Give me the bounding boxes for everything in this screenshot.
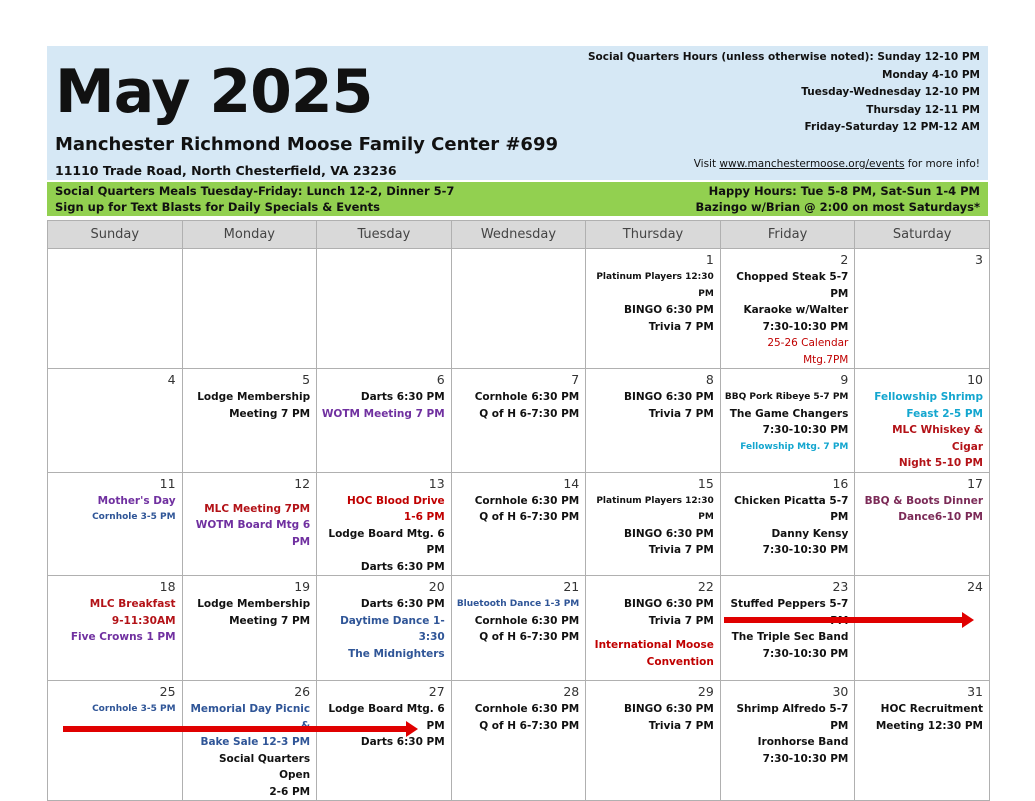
weekday-friday: Friday: [720, 221, 855, 249]
weekday-monday: Monday: [182, 221, 317, 249]
event-memorial-day-picnic: Memorial Day Picnic: [190, 703, 311, 715]
day-number: 9: [840, 372, 849, 387]
happy-hours-note: Happy Hours: Tue 5-8 PM, Sat-Sun 1-4 PM: [708, 184, 980, 198]
event-q-of-h: Q of H 6-7:30 PM: [479, 511, 580, 523]
visit-note: [694, 158, 980, 170]
event-trivia: Trivia 7 PM: [648, 544, 714, 556]
event-darts: Darts 6:30 PM: [360, 598, 445, 610]
day-cell-27: [317, 681, 452, 801]
info-banner: [47, 182, 988, 216]
visit-suffix: for more info!: [904, 158, 980, 170]
spacer: [187, 493, 311, 501]
event-time: 1-6 PM: [403, 511, 445, 523]
calendar-header: [47, 46, 988, 180]
event-hoc-recruitment: HOC Recruitment: [880, 703, 983, 715]
event-q-of-h: Q of H 6-7:30 PM: [479, 631, 580, 643]
weekday-tuesday: Tuesday: [317, 221, 452, 249]
day-number: 28: [563, 684, 580, 699]
event-shrimp-alfredo: Shrimp Alfredo 5-7 PM: [736, 703, 849, 732]
event-bingo: BINGO 6:30 PM: [623, 304, 714, 316]
day-cell-8: [586, 369, 721, 473]
event-daytime-dance: Daytime Dance 1-3:30: [340, 614, 445, 643]
event-time: Night 5-10 PM: [898, 457, 983, 469]
day-cell-2: [720, 249, 855, 369]
day-number: 25: [159, 684, 176, 699]
day-cell-25: [48, 681, 183, 801]
event-danny-kensy: Danny Kensy: [771, 527, 849, 540]
event-lodge-board: Lodge Board Mtg. 6 PM: [328, 703, 445, 732]
day-number: 8: [705, 372, 714, 387]
empty-day-cell: [48, 249, 183, 369]
event-time: Meeting 7 PM: [229, 407, 311, 420]
event-convention: Convention: [646, 655, 714, 668]
week-row: [48, 576, 990, 681]
day-cell-9: [720, 369, 855, 473]
event-triple-sec-band: The Triple Sec Band: [731, 631, 849, 643]
event-cornhole: Cornhole 6:30 PM: [474, 614, 580, 627]
event-bingo: BINGO 6:30 PM: [623, 391, 714, 403]
day-number: 27: [428, 684, 445, 699]
bazingo-note: Bazingo w/Brian @ 2:00 on most Saturdays*: [695, 200, 980, 214]
event-cornhole: Cornhole 6:30 PM: [474, 703, 580, 715]
day-number: 1: [705, 252, 714, 267]
spacer: [590, 629, 714, 637]
day-cell-24: [855, 576, 990, 681]
day-cell-1: [586, 249, 721, 369]
convention-span-arrow: [724, 617, 964, 623]
event-hoc-blood-drive: HOC Blood Drive: [346, 494, 445, 507]
event-bingo: BINGO 6:30 PM: [623, 598, 714, 610]
event-bake-sale: Bake Sale 12-3 PM: [200, 736, 311, 748]
day-number: 13: [428, 475, 445, 491]
day-cell-14: [451, 472, 586, 576]
day-number: 5: [302, 372, 311, 387]
day-cell-20: [317, 576, 452, 681]
hours-line: Monday 4-10 PM: [882, 68, 980, 81]
event-lodge-board: Lodge Board Mtg. 6 PM: [328, 527, 445, 556]
event-bbq-pork-ribeye: BBQ Pork Ribeye 5-7 PM: [724, 392, 849, 402]
day-cell-6: [317, 369, 452, 473]
day-number: 26: [294, 684, 311, 699]
week-row: [48, 681, 990, 801]
meals-note: Social Quarters Meals Tuesday-Friday: Lunch 12-2, Dinner 5-7: [55, 184, 455, 198]
event-dance-time: Dance6-10 PM: [898, 511, 983, 523]
day-cell-3: [855, 249, 990, 369]
day-cell-11: [48, 472, 183, 576]
empty-day-cell: [317, 249, 452, 369]
day-cell-16: [720, 472, 855, 576]
organization-name: Manchester Richmond Moose Family Center #699: [55, 134, 558, 155]
day-cell-15: [586, 472, 721, 576]
day-number: 19: [294, 579, 311, 594]
event-time: 7:30-10:30 PM: [762, 544, 849, 556]
event-trivia: Trivia 7 PM: [648, 320, 714, 333]
event-q-of-h: Q of H 6-7:30 PM: [479, 407, 580, 420]
empty-day-cell: [182, 249, 317, 369]
banner-left: [55, 183, 454, 215]
event-social-quarters-open: Social Quarters Open: [218, 752, 311, 781]
event-mlc-whiskey-cigar: MLC Whiskey & Cigar: [892, 424, 983, 453]
event-fellowship-meeting: Fellowship Mtg. 7 PM: [740, 441, 849, 452]
day-cell-26: [182, 681, 317, 801]
event-time: 2-6 PM: [269, 785, 311, 798]
day-cell-12: [182, 472, 317, 576]
event-cornhole: Cornhole 3-5 PM: [92, 512, 176, 522]
organization-address: 11110 Trade Road, North Chesterfield, VA 23236: [55, 163, 397, 178]
day-cell-31: [855, 681, 990, 801]
day-number: 23: [832, 579, 849, 594]
hours-line: Thursday 12-11 PM: [866, 103, 980, 116]
convention-span-arrow: [63, 726, 408, 732]
empty-day-cell: [451, 249, 586, 369]
day-cell-13: [317, 472, 452, 576]
weekday-saturday: Saturday: [855, 221, 990, 249]
day-cell-22: [586, 576, 721, 681]
day-number: 2: [840, 252, 849, 267]
event-time: 7:30-10:30 PM: [762, 424, 849, 436]
day-number: 10: [967, 372, 983, 387]
event-chopped-steak: Chopped Steak 5-7 PM: [736, 271, 849, 300]
day-number: 15: [697, 475, 714, 491]
day-number: 3: [975, 252, 983, 267]
day-number: 7: [571, 372, 580, 387]
day-number: 16: [832, 475, 849, 491]
event-time: 7:30-10:30 PM: [762, 647, 849, 660]
day-cell-28: [451, 681, 586, 801]
event-trivia: Trivia 7 PM: [648, 719, 714, 732]
day-cell-4: [48, 369, 183, 473]
event-chicken-picatta: Chicken Picatta 5-7 PM: [734, 494, 849, 523]
month-title: May 2025: [55, 57, 373, 127]
day-cell-7: [451, 369, 586, 473]
day-cell-29: [586, 681, 721, 801]
day-cell-17: [855, 472, 990, 576]
event-karaoke: Karaoke w/Walter: [743, 304, 849, 316]
event-mothers-day: Mother's Day: [97, 494, 176, 507]
day-cell-21: [451, 576, 586, 681]
day-number: 12: [294, 475, 311, 491]
day-number: 6: [436, 372, 445, 387]
weekday-header-row: [48, 221, 990, 249]
day-number: 31: [967, 684, 983, 699]
event-wotm-board: WOTM Board Mtg 6 PM: [195, 519, 311, 548]
event-international-moose: International Moose: [594, 639, 714, 651]
weekday-sunday: Sunday: [48, 221, 183, 249]
event-time: 9-11:30AM: [111, 614, 176, 627]
event-q-of-h: Q of H 6-7:30 PM: [479, 719, 580, 732]
event-bluetooth-dance: Bluetooth Dance 1-3 PM: [456, 599, 580, 609]
event-darts: Darts 6:30 PM: [360, 391, 445, 403]
day-number: 18: [159, 579, 176, 594]
event-bbq-boots-dinner: BBQ & Boots Dinner: [864, 494, 983, 507]
event-time: Meeting 7 PM: [229, 614, 311, 627]
day-cell-18: [48, 576, 183, 681]
event-darts: Darts 6:30 PM: [360, 736, 445, 748]
week-row: [48, 369, 990, 473]
event-calendar-meeting: 25-26 Calendar Mtg.7PM: [767, 337, 849, 366]
hours-line: Social Quarters Hours (unless otherwise noted): Sunday 12-10 PM: [587, 51, 980, 63]
event-time: 7:30-10:30 PM: [762, 752, 849, 765]
day-number: 30: [832, 684, 849, 699]
event-bingo: BINGO 6:30 PM: [623, 703, 714, 715]
event-lodge-membership: Lodge Membership: [197, 391, 311, 403]
day-number: 21: [563, 579, 580, 594]
day-number: 29: [697, 684, 714, 699]
event-game-changers: The Game Changers: [729, 407, 849, 420]
week-row: [48, 249, 990, 369]
event-mlc-breakfast: MLC Breakfast: [89, 598, 176, 610]
hours-line: Tuesday-Wednesday 12-10 PM: [801, 86, 980, 98]
event-fellowship-shrimp: Fellowship Shrimp: [874, 391, 983, 403]
event-lodge-membership: Lodge Membership: [197, 598, 311, 610]
day-cell-5: [182, 369, 317, 473]
event-cornhole: Cornhole 3-5 PM: [92, 704, 176, 714]
social-quarters-hours: [588, 49, 980, 137]
day-number: 4: [167, 372, 176, 387]
event-time: Meeting 12:30 PM: [875, 719, 983, 732]
day-number: 22: [697, 579, 714, 594]
weekday-wednesday: Wednesday: [451, 221, 586, 249]
hours-line: Friday-Saturday 12 PM-12 AM: [804, 121, 980, 133]
event-mlc-meeting: MLC Meeting 7PM: [204, 502, 311, 515]
day-cell-23: [720, 576, 855, 681]
event-platinum-players: Platinum Players 12:30 PM: [596, 495, 714, 522]
weekday-thursday: Thursday: [586, 221, 721, 249]
text-blast-note: Sign up for Text Blasts for Daily Specials & Events: [55, 200, 380, 214]
event-trivia: Trivia 7 PM: [648, 614, 714, 627]
event-midnighters: The Midnighters: [348, 647, 445, 660]
visit-prefix: Visit: [693, 158, 720, 170]
website-link[interactable]: www.manchestermoose.org/events: [719, 158, 905, 170]
day-number: 20: [428, 579, 445, 594]
week-row: [48, 472, 990, 576]
event-stuffed-peppers: Stuffed Peppers 5-7: [730, 598, 849, 610]
day-number: 14: [563, 475, 580, 491]
event-time: 7:30-10:30 PM: [762, 320, 849, 333]
calendar-grid: [47, 220, 990, 801]
banner-right: [696, 183, 980, 215]
event-platinum-players: Platinum Players 12:30 PM: [596, 272, 714, 299]
day-number: 17: [967, 475, 983, 491]
event-five-crowns: Five Crowns 1 PM: [70, 631, 176, 643]
day-number: 24: [967, 579, 983, 594]
day-cell-30: [720, 681, 855, 801]
event-darts: Darts 6:30 PM: [360, 560, 445, 573]
event-trivia: Trivia 7 PM: [648, 407, 714, 420]
event-cornhole: Cornhole 6:30 PM: [474, 391, 580, 403]
day-number: 11: [159, 475, 176, 491]
event-cornhole: Cornhole 6:30 PM: [474, 494, 580, 507]
day-cell-10: [855, 369, 990, 473]
day-cell-19: [182, 576, 317, 681]
event-wotm-meeting: WOTM Meeting 7 PM: [321, 407, 445, 420]
event-bingo: BINGO 6:30 PM: [623, 527, 714, 540]
event-time: Feast 2-5 PM: [906, 407, 983, 420]
event-ironhorse-band: Ironhorse Band: [757, 736, 849, 748]
